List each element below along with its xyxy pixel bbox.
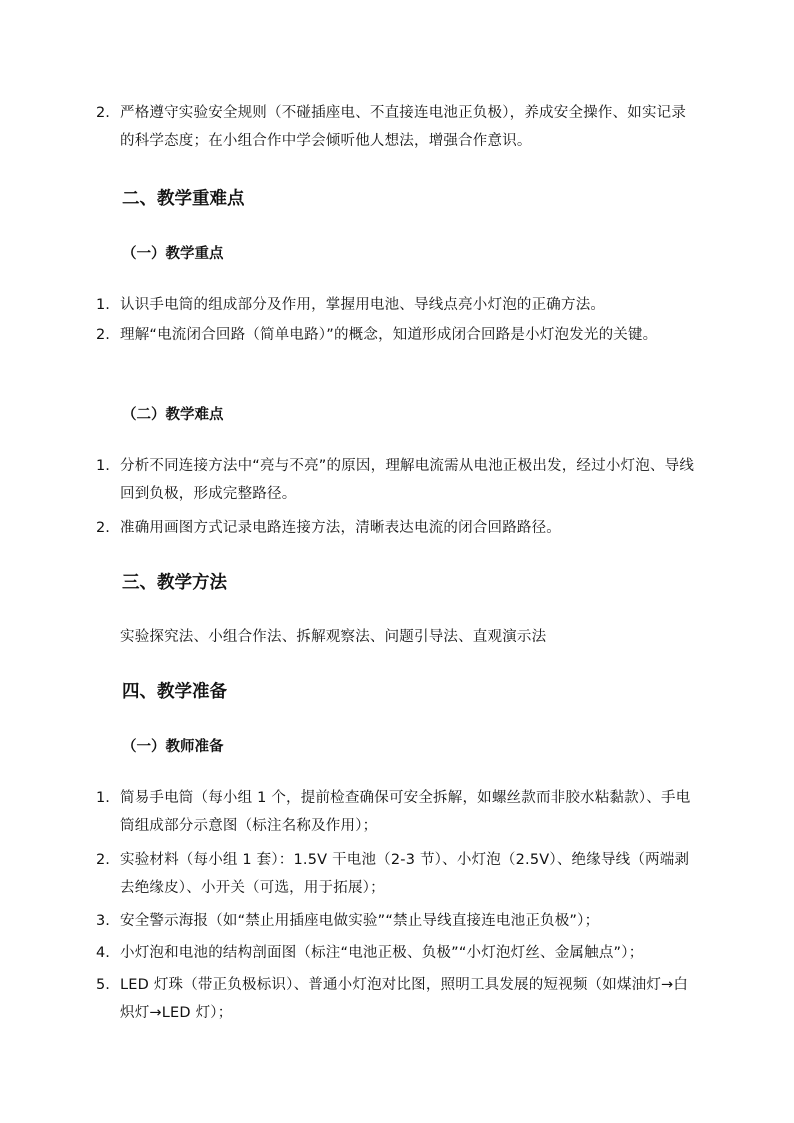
- list-text: 安全警示海报（如“禁止用插座电做实验”“禁止导线直接连电池正负极”）；: [120, 913, 600, 929]
- list-item: [96, 971, 696, 1027]
- list-text: 简易手电筒（每小组 1 个，提前检查确保可安全拆解，如螺丝款而非胶水粘黏款）、手电筒组成部分示意图（标注名称及作用）；: [120, 790, 691, 834]
- list-item: [96, 907, 696, 935]
- section-heading: 二、教学重难点: [122, 189, 245, 209]
- list-item: [96, 291, 696, 319]
- list-item: [96, 452, 696, 508]
- list-text: 分析不同连接方法中“亮与不亮”的原因，理解电流需从电池正极出发，经过小灯泡、导线回到负极，形成完整路径。: [120, 458, 695, 502]
- list-text: 严格遵守实验安全规则（不碰插座电、不直接连电池正负极），养成安全操作、如实记录的科学态度；在小组合作中学会倾听他人想法，增强合作意识。: [120, 105, 687, 149]
- list-item: [96, 99, 696, 155]
- list-number: 5.: [96, 977, 110, 993]
- subsection-heading: （一）教学重点: [122, 246, 224, 262]
- list-item: [96, 939, 696, 967]
- list-item: [96, 514, 696, 542]
- subsection-heading: （一）教师准备: [122, 739, 224, 755]
- list-number: 1.: [96, 790, 110, 806]
- list-number: 3.: [96, 913, 110, 929]
- list-text: 理解“电流闭合回路（简单电路）”的概念，知道形成闭合回路是小灯泡发光的关键。: [120, 327, 658, 343]
- list-number: 2.: [96, 105, 110, 121]
- paragraph: 实验探究法、小组合作法、拆解观察法、问题引导法、直观演示法: [120, 629, 547, 645]
- list-text: 小灯泡和电池的结构剖面图（标注“电池正极、负极”“小灯泡灯丝、金属触点”）；: [120, 945, 644, 961]
- list-item: [96, 846, 696, 902]
- section-heading: 四、教学准备: [122, 682, 227, 702]
- list-number: 2.: [96, 520, 110, 536]
- list-number: 1.: [96, 458, 110, 474]
- list-item: [96, 321, 696, 349]
- section-heading: 三、教学方法: [122, 573, 227, 593]
- list-item: [96, 784, 696, 840]
- list-number: 2.: [96, 327, 110, 343]
- list-text: 准确用画图方式记录电路连接方法，清晰表达电流的闭合回路路径。: [120, 520, 561, 536]
- list-text: 认识手电筒的组成部分及作用，掌握用电池、导线点亮小灯泡的正确方法。: [120, 297, 606, 313]
- subsection-heading: （二）教学难点: [122, 407, 224, 423]
- list-text: 实验材料（每小组 1 套）：1.5V 干电池（2-3 节）、小灯泡（2.5V）、绝缘导线（两端剥去绝缘皮）、小开关（可选，用于拓展）；: [120, 852, 690, 896]
- list-text: LED 灯珠（带正负极标识）、普通小灯泡对比图，照明工具发展的短视频（如煤油灯→白炽灯→LED 灯）；: [120, 977, 689, 1021]
- list-number: 1.: [96, 297, 110, 313]
- list-number: 4.: [96, 945, 110, 961]
- list-number: 2.: [96, 852, 110, 868]
